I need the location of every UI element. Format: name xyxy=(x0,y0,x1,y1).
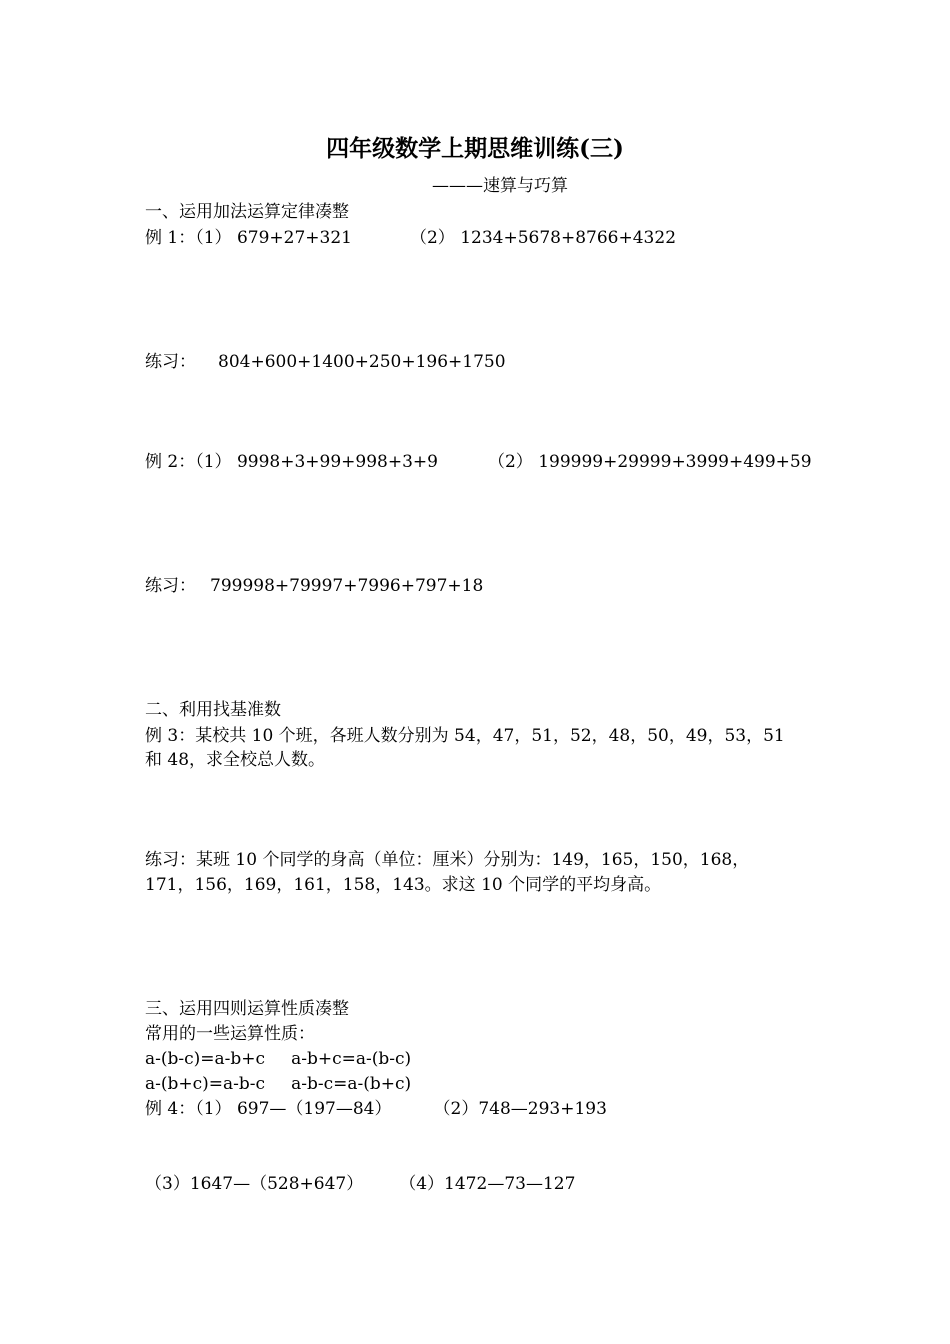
example4-part1-expression: 697—（197—84） xyxy=(236,1099,392,1119)
example1-line xyxy=(145,226,676,250)
example1-label: 例 1： xyxy=(145,228,196,248)
example4-part1-number: （1） xyxy=(195,1099,232,1119)
practice2-expression: 799998+79997+7996+797+18 xyxy=(210,576,484,596)
example1-part2-expression: 1234+5678+8766+4322 xyxy=(460,228,677,248)
section3-heading: 三、运用四则运算性质凑整 xyxy=(145,999,349,1019)
example4-line xyxy=(145,1097,607,1121)
example1-part2-number: （2） xyxy=(409,228,455,248)
example3-line2: 和 48，求全校总人数。 xyxy=(145,750,326,770)
section2-heading: 二、利用找基准数 xyxy=(145,700,281,720)
practice1-expression: 804+600+1400+250+196+1750 xyxy=(218,352,506,372)
example2-part1-expression: 9998+3+99+998+3+9 xyxy=(236,452,438,472)
practice2-line xyxy=(145,574,483,598)
rule1a: a-(b-c)=a-b+c xyxy=(145,1049,266,1069)
section1-heading: 一、运用加法运算定律凑整 xyxy=(145,202,349,222)
example4-part4: （4）1472—73—127 xyxy=(399,1174,576,1194)
page-subtitle: ———速算与巧算 xyxy=(432,176,568,196)
rule-line2 xyxy=(145,1072,411,1096)
rule2b: a-b-c=a-(b+c) xyxy=(291,1074,412,1094)
example1-part1-expression: 679+27+321 xyxy=(236,228,352,248)
example4-label: 例 4： xyxy=(145,1099,196,1119)
example2-line xyxy=(145,450,812,474)
example2-part1-number: （1） xyxy=(195,452,232,472)
example4-line2 xyxy=(145,1172,575,1196)
example1-part1-number: （1） xyxy=(195,228,232,248)
practice3-line1: 练习：某班 10 个同学的身高（单位：厘米）分别为：149，165，150，168， xyxy=(145,850,750,870)
page-title: 四年级数学上期思维训练(三) xyxy=(326,135,624,162)
example2-part2-expression: 199999+29999+3999+499+59 xyxy=(538,452,812,472)
practice3-line2: 171，156，169，161，158，143。求这 10 个同学的平均身高。 xyxy=(145,875,662,895)
rule2a: a-(b+c)=a-b-c xyxy=(145,1074,266,1094)
practice2-label: 练习： xyxy=(145,576,196,596)
example4-part2: （2）748—293+193 xyxy=(433,1099,607,1119)
practice1-line xyxy=(145,350,506,374)
example3-line1: 例 3：某校共 10 个班，各班人数分别为 54，47，51，52，48，50，49，53，51 xyxy=(145,726,785,746)
rule1b: a-b+c=a-(b-c) xyxy=(291,1049,412,1069)
example2-part2-number: （2） xyxy=(487,452,533,472)
example2-label: 例 2： xyxy=(145,452,196,472)
example4-part3: （3）1647—（528+647） xyxy=(145,1174,364,1194)
section3-intro: 常用的一些运算性质： xyxy=(145,1024,315,1044)
rule-line1 xyxy=(145,1047,411,1071)
practice1-label: 练习： xyxy=(145,352,196,372)
